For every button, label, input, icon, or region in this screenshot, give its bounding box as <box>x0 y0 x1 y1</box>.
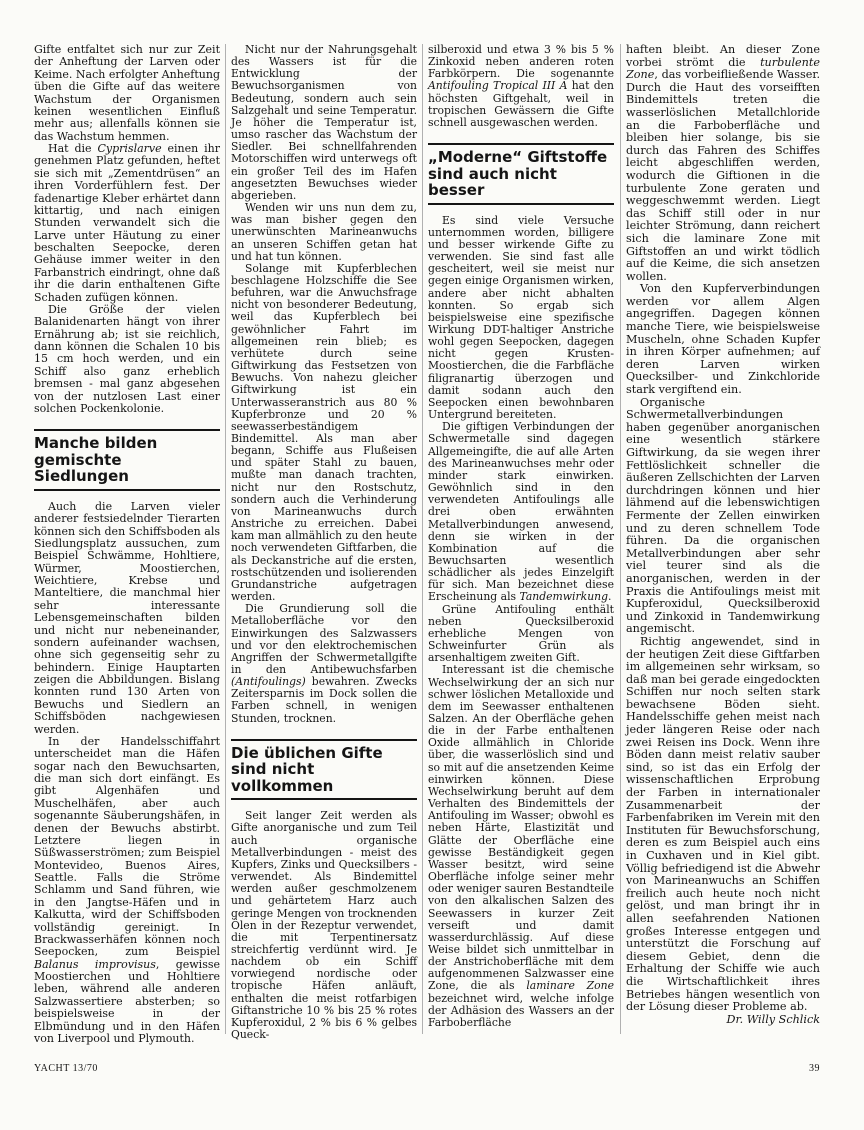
paragraph: Gifte entfaltet sich nur zur Zeit der Anheftung der Larven oder Keime. Nach erfolgter Anheftung üben die Gifte auf das weitere Wachstum der Organismen keinen wesentlichen Einfluß mehr aus; allenfalls können sie das Wachstum hemmen. <box>34 43 220 143</box>
paragraph: Die Grundierung soll die Metalloberfläche vor den Einwirkungen des Salzwassers und vor den elektrochemischen Angriffen der Schwermetallgifte in den Antibewuchsfarben (Antifoulings) bewahren. Zwecks Zeitersparnis im Dock sollen die Farben schnell, in wenigen Stunden, trocknen. <box>231 602 417 725</box>
article-column-3 <box>428 44 614 1029</box>
paragraph: In der Handelsschiffahrt unterscheidet man die Häfen sogar nach den Bewuchsarten, die man sich dort einfängt. Es gibt Algenhäfen und Muschelhäfen, aber auch sogenannte Säuberungshäfen, in denen der Bewuchs abstirbt. Letztere liegen in Süßwasserströmen; zum Beispiel Montevideo, Buenos Aires, Seattle. Falls die Ströme Schlamm und Sand führen, wie in den Jangtse-Häfen und in Kalkutta, wird der Schiffsboden vollständig gereinigt. In Brackwasserhäfen können noch Seepocken, zum Beispiel Balanus improvisus, gewisse Moostierchen und Hohltiere leben, während alle anderen Salzwassertiere absterben; so beispielsweise in der Elbmündung und in den Häfen von Liverpool und Plymouth. <box>34 734 220 1045</box>
paragraph: Nicht nur der Nahrungsgehalt des Wassers ist für die Entwicklung der Bewuchsorganismen von Bedeutung, sondern auch sein Salzgehalt und seine Temperatur. Je höher die Temperatur ist, umso rascher das Wachstum der Siedler. Bei schnellfahrenden Motorschiffen wird unterwegs oft ein großer Teil des im Hafen angesetzten Bewuchses wieder abgerieben. <box>231 43 417 202</box>
paragraph: Hat die Cyprislarve einen ihr genehmen Platz gefunden, heftet sie sich mit „Zementdrüsen“ an ihren Vorderfühlern fest. Der fadenartige Kleber erhärtet dann kittartig, und nach einigen Stunden verwandelt sich die Larve unter Häutung zu einer beschalten Seepocke, deren Gehäuse immer weiter in den Farbanstrich eindringt, ohne daß ihr die darin enthaltenen Gifte Schaden zufügen können. <box>34 142 221 304</box>
section-heading: „Moderne“ Giftstoffe sind auch nicht besser <box>428 143 614 205</box>
paragraph: Die Größe der vielen Balanidenarten hängt von ihrer Ernährung ab; ist sie reichlich, dann können die Schalen 10 bis 15 cm hoch werden, und ein Schiff also ganz erheblich bremsen - mal ganz abgesehen von der nutzlosen Last einer solchen Pockenkolonie. <box>34 302 220 415</box>
paragraph: silberoxid und etwa 3 % bis 5 % Zinkoxid neben anderen roten Farbkörpern. Die sogenannte Antifouling Tropical III A hat den höchsten Giftgehalt, weil in tropischen Gewässern die Gifte schnell ausgewaschen werden. <box>428 43 614 129</box>
paragraph: Solange mit Kupferblechen beschlagene Holzschiffe die See befuhren, war die Anwuchsfrage nicht von besonderer Bedeutung, weil das Kupferblech bei gewöhnlicher Fahrt im allgemeinen rein blieb; es verhütete durch seine Giftwirkung das Festsetzen von Bewuchs. Von nahezu gleicher Giftwirkung ist ein Unterwasseranstrich aus 80 % Kupferbronze und 20 % seewasserbeständigem Bindemittel. Als man aber begann, Schiffe aus Flußeisen und später Stahl zu bauen, mußte man danach trachten, nicht nur den Rostschutz, sondern auch die Verhinderung von Marineanwuchs durch Anstriche zu erreichen. Dabei kam man allmählich zu den heute noch verwendeten Giftfarben, die als Deckanstriche auf die ersten, rostschützenden und isolierenden Grundanstriche aufgetragen werden. <box>231 261 417 604</box>
page-number: 39 <box>809 1063 820 1074</box>
paragraph: Richtig angewendet, sind in der heutigen Zeit diese Giftfarben im allgemeinen sehr wirksam, so daß man bei gerade eingedockten Schiffen nur noch selten stark bewachsene Böden sieht. Handelsschiffe gehen meist nach jeder längeren Reise oder nach zwei Reisen ins Dock. Wenn ihre Böden dann meist relativ sauber sind, so ist das ein Erfolg der wissenschaftlichen Erprobung der Farben in internationaler Zusammenarbeit der Farbenfabriken im Verein mit den Instituten für Bewuchsforschung, deren es zum Beispiel auch eins in Cuxhaven und in Kiel gibt. Völlig befriedigend ist die Abwehr von Marineanwuchs an Schiffen freilich auch heute noch nicht gelöst, und man bringt ihr in allen seefahrenden Nationen großes Interesse entgegen und unterstützt die Forschung auf diesem Gebiet, denn die Erhaltung der Schiffe wie auch die Wirtschaftlichkeit ihres Betriebes hängen wesentlich von der Lösung dieser Probleme ab. <box>626 634 820 1014</box>
section-heading: Manche bilden gemischte Siedlungen <box>34 429 220 491</box>
column-rule <box>620 44 621 1034</box>
paragraph: Seit langer Zeit werden als Gifte anorganische und zum Teil auch organische Metallverbindungen - meist des Kupfers, Zinks und Quecksilbers - verwendet. Als Bindemittel werden außer geschmolzenem und gehärtetem Harz auch geringe Mengen von trocknenden Ölen in der Rezeptur verwendet, die mit Terpentinersatz streichfertig verdünnt wird. Je nachdem ob ein Schiff vorwiegend nordische oder tropische Häfen anläuft, enthalten die meist rotfarbigen Giftanstriche 10 % bis 25 % rotes Kupferoxidul, 2 % bis 6 % gelbes Queck- <box>231 809 417 1042</box>
paragraph: Auch die Larven vieler anderer festsiedelnder Tierarten können sich den Schiffsboden als Siedlungsplatz aussuchen, zum Beispiel Schwämme, Hohltiere, Würmer, Moostierchen, Weichtiere, Krebse und Manteltiere, die manchmal hier sehr interessante Lebensgemeinschaften bilden und nicht nur nebeneinander, sondern aufeinander wachsen, ohne sich gegenseitig sehr zu behindern. Einige Hauptarten zeigen die Abbildungen. Bislang konnten rund 130 Arten von Bewuchs und Siedlern an Schiffsböden nachgewiesen werden. <box>34 499 220 736</box>
column-rule <box>225 44 226 1034</box>
paragraph: haften bleibt. An dieser Zone vorbei strömt die turbulente Zone, das vorbeifließende Wasser. Durch die Haut des vorseifften Bindemittels treten die wasserlöslichen Metallchloride an die Farboberfläche und bleiben hier solange, bis sie durch das Fahren des Schiffes leicht abgeschliffen werden, wodurch die Giftionen in die turbulente Zone geraten und weggeschwemmt werden. Liegt das Schiff still oder in nur leichter Strömung, dann reichert sich die laminare Zone mit Giftstoffen an und wirkt tödlich auf die Keime, die sich ansetzen wollen. <box>626 43 820 283</box>
section-heading: Die üblichen Gifte sind nicht vollkommen <box>231 739 417 801</box>
author-byline: Dr. Willy Schlick <box>726 1012 820 1026</box>
paragraph: Die giftigen Verbindungen der Schwermetalle sind dagegen Allgemeingifte, die auf alle Arten des Marineanwuchses mehr oder minder stark einwirken. Gewöhnlich sind in den verwendeten Antifoulings alle drei oben erwähnten Metallverbindungen anwesend, denn sie wirken in der Kombination auf die Bewuchsarten wesentlich schädlicher als jedes Einzelgift für sich. Man bezeichnet diese Erscheinung als Tandemwirkung. <box>428 420 614 604</box>
paragraph: Interessant ist die chemische Wechselwirkung der an sich nur schwer löslichen Metalloxide und dem im Seewasser enthaltenen Salzen. An der Oberfläche gehen die in der Farbe enthaltenen Oxide allmählich in Chloride über, die wasserlöslich sind und so mit auf die ansetzenden Keime einwirken können. Diese Wechselwirkung beruht auf dem Verhalten des Bindemittels der Antifouling im Wasser; obwohl es neben Härte, Elastizität und Glätte der Oberfläche eine gewisse Beständigkeit gegen Wasser besitzt, wird seine Oberfläche infolge seiner mehr oder weniger sauren Bestandteile von den alkalischen Salzen des Seewassers in kurzer Zeit verseift und damit wasserdurchlässig. Auf diese Weise bildet sich unmittelbar in der Anstrichoberfläche mit dem aufgenommenen Salzwasser eine Zone, die als laminare Zone bezeichnet wird, welche infolge der Adhäsion des Wassers an der Farboberfläche <box>428 663 614 1029</box>
article-column-1 <box>34 44 220 1045</box>
article-column-2 <box>231 44 417 1041</box>
paragraph: Es sind viele Versuche unternommen worden, billigere und besser wirkende Gifte zu verwenden. Sie sind fast alle gescheitert, weil sie meist nur gegen einige Organismen wirken, andere aber nicht abhalten konnten. So ergab sich beispielsweise eine spezifische Wirkung DDT-haltiger Anstriche wohl gegen Seepocken, dagegen nicht gegen Krusten-Moostierchen, die die Farbfläche filigranartig überzogen und damit sodann auch den Seepocken einen bewohnbaren Untergrund bereiteten. <box>428 213 614 422</box>
paragraph: Wenden wir uns nun dem zu, was man bisher gegen den unerwünschten Marineanwuchs an unseren Schiffen getan hat und hat tun können. <box>231 201 417 263</box>
column-rule <box>422 44 423 1034</box>
footer-issue: YACHT 13/70 <box>34 1063 98 1074</box>
paragraph: Von den Kupferverbindungen werden vor allem Algen angegriffen. Dagegen können manche Tiere, wie beispielsweise Muscheln, ohne Schaden Kupfer in ihren Körper aufnehmen; auf deren Larven wirken Quecksilber- und Zinkchloride stark vergiftend ein. <box>626 282 820 397</box>
paragraph: Organische Schwermetallverbindungen haben gegenüber anorganischen eine wesentlich stärkere Giftwirkung, da sie wegen ihrer Fettlöslichkeit schneller die äußeren Zellschichten der Larven durchdringen können und hier lähmend auf die lebenswichtigen Fermente der Zellen einwirken und zu deren schnellem Tode führen. Da die organischen Metallverbindungen aber sehr viel teurer sind als die anorganischen, werden in der Praxis die Antifoulings meist mit Kupferoxidul, Quecksilberoxid und Zinkoxid in Tandemwirkung angemischt. <box>626 395 820 636</box>
paragraph: Grüne Antifouling enthält neben Quecksilberoxid erhebliche Mengen von Schweinfurter Grün als arsenhaltigem zweiten Gift. <box>428 602 614 665</box>
article-column-4 <box>626 44 820 1026</box>
